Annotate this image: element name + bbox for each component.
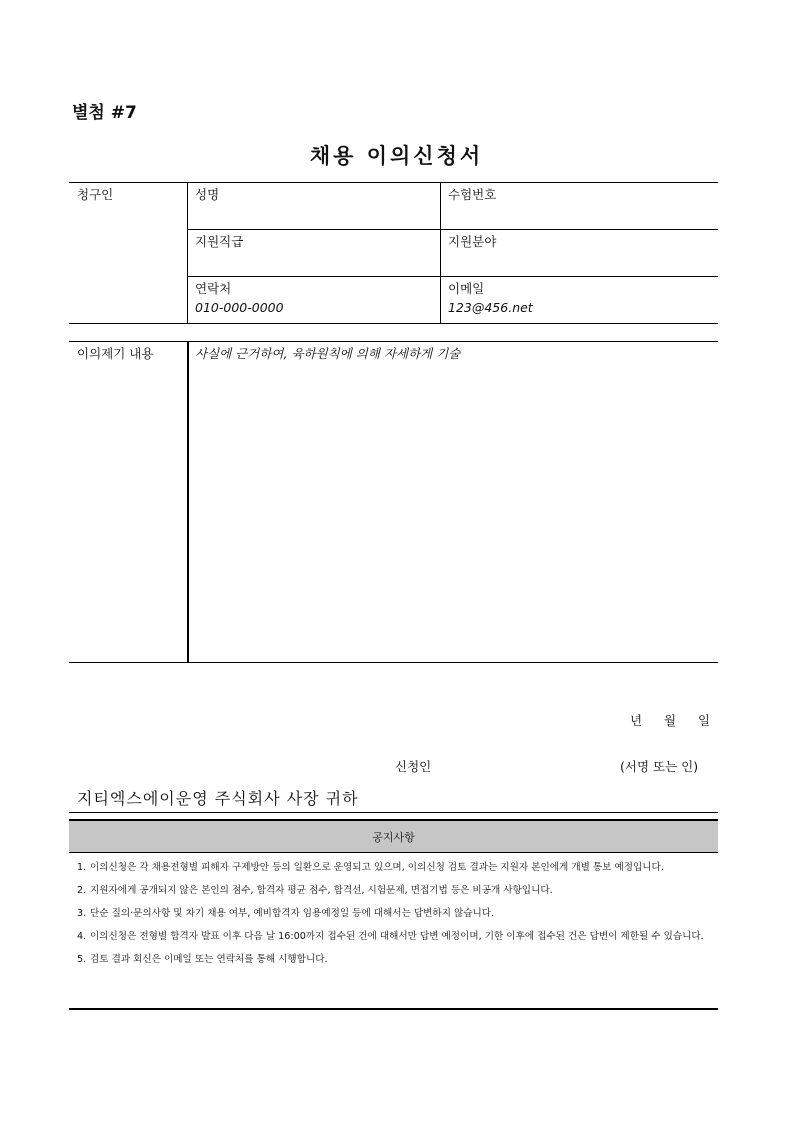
year-label: 년: [630, 713, 643, 728]
notice-item-text: 단순 질의·문의사항 및 차기 채용 여부, 예비합격자 임용예정일 등에 대해서는 답변하지 않습니다.: [90, 908, 495, 919]
notice-item-number: 1.: [77, 862, 87, 873]
email-label: 이메일: [448, 281, 485, 296]
name-label: 성명: [195, 187, 220, 202]
addressee-rule: [69, 812, 718, 813]
objection-content: 사실에 근거하여, 육하원칙에 의해 자세하게 기술: [195, 346, 461, 361]
objection-label: 이의제기 내용: [77, 346, 154, 361]
notice-item-text: 이의신청은 각 채용전형별 피해자 구제방안 등의 일환으로 운영되고 있으며, 이의신청 검토 결과는 지원자 본인에게 개별 통보 예정입니다.: [90, 862, 664, 873]
notice-list: [77, 860, 715, 975]
table-rule: [187, 341, 189, 663]
claimant-section-label: 청구인: [77, 187, 114, 202]
position-label: 지원직급: [195, 234, 244, 249]
table-rule: [69, 182, 718, 183]
notice-item-number: 5.: [77, 954, 87, 965]
page-title: 채용 이의신청서: [309, 144, 484, 168]
attachment-label: 별첨 #7: [72, 103, 137, 123]
table-rule: [69, 323, 718, 324]
notice-item-number: 3.: [77, 908, 87, 919]
exam-number-label: 수험번호: [448, 187, 497, 202]
notice-item-text: 이의신청은 전형별 합격자 발표 이후 다음 날 16:00까지 접수된 건에 대해서만 답변 예정이며, 기한 이후에 접수된 건은 답변이 제한될 수 있습니다.: [90, 931, 704, 942]
notice-heading: 공지사항: [69, 819, 718, 853]
day-label: 일: [698, 713, 711, 728]
notice-item: [77, 860, 715, 876]
notice-item-text: 지원자에게 공개되지 않은 본인의 점수, 합격자 평균 점수, 합격선, 시험문제, 면접기법 등은 비공개 사항입니다.: [90, 885, 553, 896]
phone-label: 연락처: [195, 281, 232, 296]
applicant-label: 신청인: [395, 759, 432, 774]
addressee: 지티엑스에이운영 주식회사 사장 귀하: [77, 789, 359, 808]
notice-item: [77, 952, 715, 968]
notice-item-text: 검토 결과 회신은 이메일 또는 연락처를 통해 시행합니다.: [90, 954, 328, 965]
table-rule: [69, 662, 718, 663]
email-value: 123@456.net: [448, 300, 533, 315]
signature-note: (서명 또는 인): [620, 759, 699, 774]
notice-item: [77, 929, 715, 945]
field-label: 지원분야: [448, 234, 497, 249]
table-rule: [69, 341, 718, 342]
phone-value: 010-000-0000: [195, 300, 284, 315]
table-rule: [187, 276, 718, 277]
notice-bottom-rule: [69, 1008, 718, 1010]
table-rule: [187, 229, 718, 230]
notice-item-number: 4.: [77, 931, 87, 942]
table-rule: [440, 182, 441, 324]
table-rule: [187, 182, 188, 324]
notice-item: [77, 883, 715, 899]
notice-item: [77, 906, 715, 922]
notice-item-number: 2.: [77, 885, 87, 896]
month-label: 월: [664, 713, 677, 728]
